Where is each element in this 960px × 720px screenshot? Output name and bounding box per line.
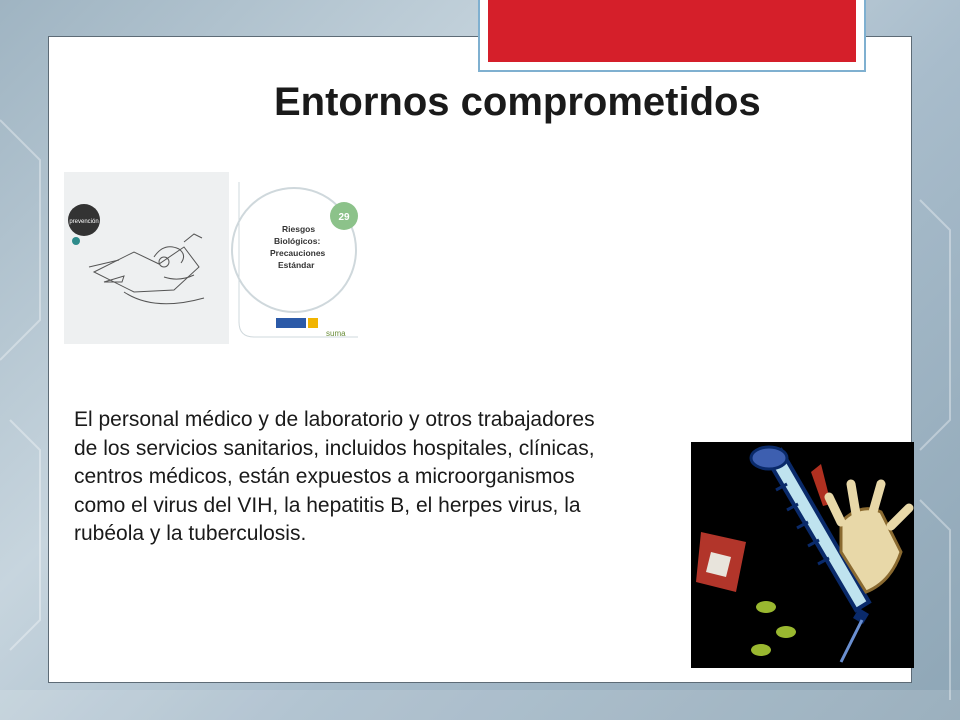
title-accent-bar <box>488 0 856 62</box>
cover-number: 29 <box>338 212 350 223</box>
biological-risks-cover-image <box>64 172 358 344</box>
cover-title-line-3: Precauciones <box>270 248 326 258</box>
slide-title: Entornos comprometidos <box>274 80 761 124</box>
cover-title-line-2: Biológicos: <box>274 236 321 246</box>
cover-title-line-4: Estándar <box>278 260 315 270</box>
cover-logo-suma: suma <box>326 329 346 338</box>
cover-badge-label: prevención <box>69 219 99 225</box>
syringe-glove-icon <box>691 442 914 668</box>
cover-title-line-1: Riesgos <box>282 224 316 234</box>
title-accent-tab <box>478 0 866 72</box>
slide-body-text: El personal médico y de laboratorio y otros trabajadores de los servicios sanitarios, incluidos hospitales, clínicas, centros médicos, están expuestos a microorganismos como el virus del VIH, la hepatitis B, el herpes virus, la rubéola y la tuberculosis. <box>74 408 595 546</box>
